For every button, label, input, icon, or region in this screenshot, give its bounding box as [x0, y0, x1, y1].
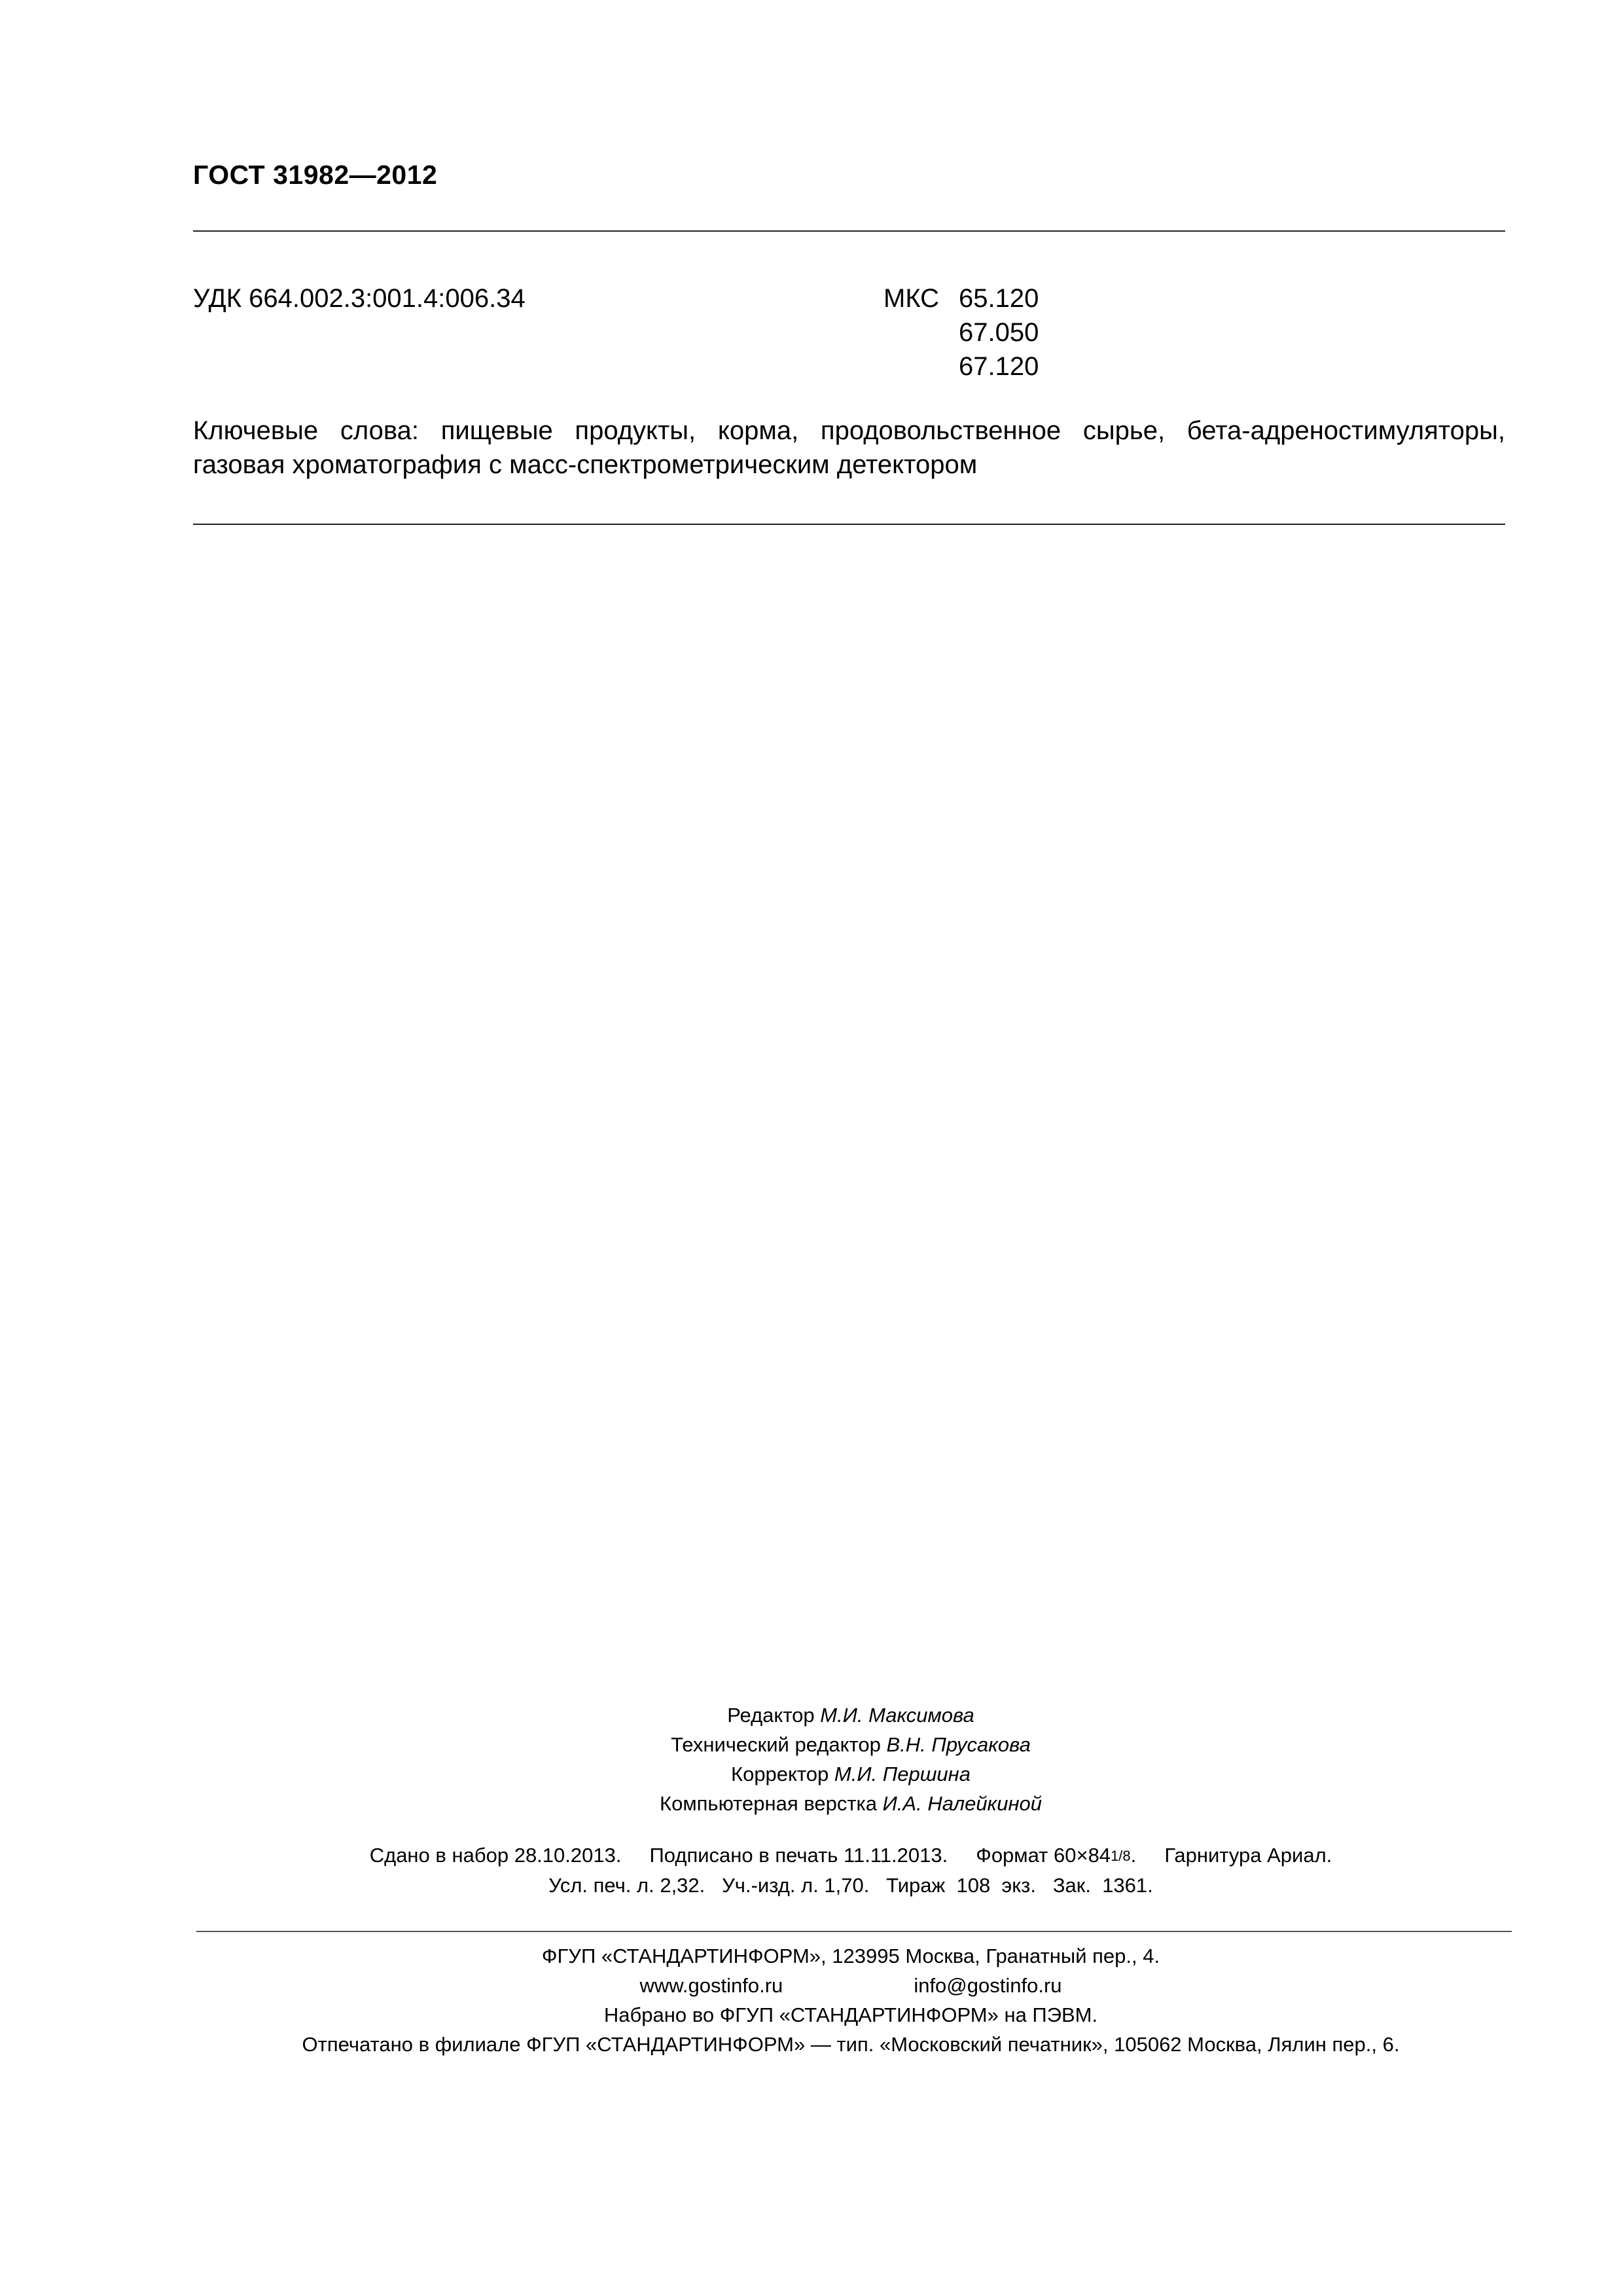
- mks-row-1: [883, 281, 1039, 315]
- credit-editor: [0, 1700, 1623, 1730]
- mks-label: МКС: [883, 284, 940, 313]
- credit-layout: [0, 1789, 1623, 1818]
- mks-code-1: 65.120: [959, 284, 1039, 313]
- top-divider: [193, 230, 1505, 232]
- print-info-font: . Гарнитура Ариал.: [1130, 1844, 1332, 1867]
- footer-divider: [196, 1931, 1512, 1932]
- credit-role: Редактор: [727, 1704, 821, 1727]
- credit-name: И.А. Налейкиной: [882, 1792, 1042, 1815]
- contact-row: [0, 1971, 1623, 2000]
- credit-name: М.И. Першина: [834, 1763, 971, 1785]
- credit-role: Корректор: [731, 1763, 834, 1785]
- keywords-block: [193, 414, 1505, 482]
- credit-role: Компьютерная верстка: [660, 1792, 883, 1815]
- website-link[interactable]: www.gostinfo.ru: [639, 1974, 783, 1997]
- mks-row-3: [883, 350, 1039, 384]
- print-info-dates: Сдано в набор 28.10.2013. Подписано в печать 11.11.2013. Формат 60×84: [369, 1844, 1111, 1867]
- print-info: [0, 1840, 1623, 1900]
- credit-tech-editor: [0, 1730, 1623, 1759]
- keywords-line-1: Ключевые слова: пищевые продукты, корма, продовольственное сырье, бета-адреностимуляторы,: [193, 416, 1505, 445]
- printed-note: Отпечатано в филиале ФГУП «СТАНДАРТИНФОРМ» — тип. «Московский печатник», 105062 Москва, Лялин пер., 6.: [302, 2033, 1400, 2056]
- keywords-divider: [193, 524, 1505, 525]
- publisher-address: ФГУП «СТАНДАРТИНФОРМ», 123995 Москва, Гранатный пер., 4.: [541, 1945, 1160, 1967]
- mks-code-3: 67.120: [959, 352, 1039, 381]
- typeset-note: Набрано во ФГУП «СТАНДАРТИНФОРМ» на ПЭВМ.: [603, 2003, 1098, 2026]
- format-fraction: 1/8: [1111, 1848, 1131, 1864]
- print-info-line-1: [0, 1840, 1623, 1871]
- credit-name: М.И. Максимова: [820, 1704, 974, 1727]
- credit-name: В.Н. Прусакова: [886, 1733, 1031, 1756]
- mks-codes: [883, 281, 1039, 384]
- document-title: ГОСТ 31982—2012: [193, 160, 438, 190]
- udc-code: УДК 664.002.3:001.4:006.34: [193, 284, 526, 313]
- mks-code-2: 67.050: [959, 318, 1039, 347]
- mks-row-2: [883, 315, 1039, 350]
- publisher-footer: [0, 1941, 1623, 2059]
- keywords-line-2: газовая хроматография с масс-спектрометрическим детектором: [193, 450, 978, 479]
- credit-proofreader: [0, 1759, 1623, 1789]
- editorial-credits: [0, 1700, 1623, 1818]
- print-info-line-2: Усл. печ. л. 2,32. Уч.-изд. л. 1,70. Тираж 108 экз. Зак. 1361.: [548, 1874, 1153, 1897]
- credit-role: Технический редактор: [671, 1733, 887, 1756]
- email-link[interactable]: info@gostinfo.ru: [914, 1974, 1062, 1997]
